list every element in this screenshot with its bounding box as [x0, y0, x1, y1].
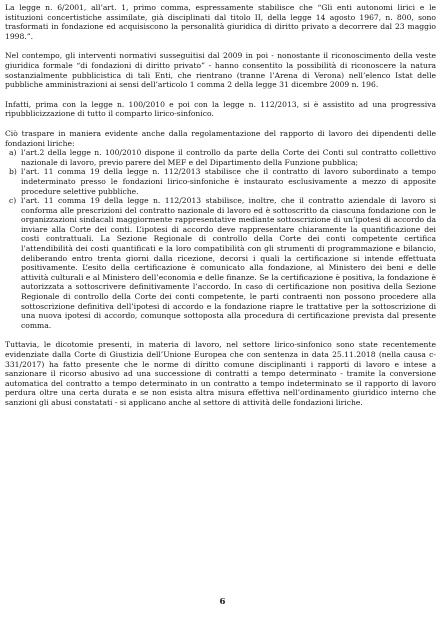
list-intro: Ciò traspare in maniera evidente anche dalla regolamentazione del rapporto di lavoro dei dipendenti delle fondazioni liriche: [5, 128, 436, 148]
paragraph-corte-giustizia: Tuttavia, le dicotomie presenti, in materia di lavoro, nel settore lirico-sinfonico sono state recentemente evidenziate dalla Corte di Giustizia dell’Unione Europea che con sentenza in data 25.11.2018 (nella causa c-331/2017) ha fatto presente che le norme di diritto comune disciplinanti i rapporti di lavoro e intese a sanzionare il ricorso abusivo ad una successione di contratti a tempo determinato - tramite la conversione automatica del contratto a tempo determinato in un contratto a tempo indeterminato se il rapporto di lavoro perdura oltre una certa durata e se non esista altra misura effettiva nell’ordinamento giuridico interno che sanzioni gli abusi constatati - si applicano anche al settore di attività delle fondazioni liriche. [5, 340, 436, 407]
list-item-c [5, 196, 436, 330]
list-item-text: l’art. 11 comma 19 della legge n. 112/2013 stabilisce, inoltre, che il contratto aziendale di lavoro si conforma alle prescrizioni del contratto nazionale di lavoro ed è sottoscritto da ciascuna fondazione con le organizzazioni sindacali maggiormente rappresentative mediante sottoscrizione di un’ipotesi di accordo da inviare alla Corte dei conti. L’ipotesi di accordo deve rappresentare chiaramente la quantificazione dei costi contrattuali. La Sezione Regionale di controllo della Corte dei conti competente certifica l’attendibilità dei costi quantificati e la loro compatibilità con gli strumenti di programmazione e bilancio, deliberando entro trenta giorni dalla ricezione, decorsi i quali la certificazione si intende effettuata positivamente. L’esito della certificazione è comunicato alla fondazione, al Ministero dei beni e delle attività culturali e al Ministero dell’economia e delle finanze. Se la certificazione è positiva, la fondazione è autorizzata a sottoscrivere definitivamente l’accordo. In caso di certificazione non positiva della Sezione Regionale di controllo della Corte dei conti competente, le parti contraenti non possono procedere alla sottoscrizione definitiva dell’ipotesi di accordo e la fondazione riapre le trattative per la sottoscrizione di una nuova ipotesi di accordo, comunque sottoposta alla procedura di certificazione prevista dal presente comma. [21, 196, 436, 330]
list-marker: b) [9, 167, 17, 177]
paragraph-interventi-normativi: Nel contempo, gli interventi normativi susseguitisi dal 2009 in poi - nonostante il riconoscimento della veste giuridica formale “di fondazioni di diritto privato” - hanno consentito la possibilità di riconoscere la natura sostanzialmente pubblicistica di tali Enti, che rientrano (tranne l’Arena di Verona) nell’elenco Istat delle pubbliche amministrazioni ai sensi dell’articolo 1 comma 2 della legge 31 dicembre 2009 n. 196. [5, 51, 436, 90]
list-item-text: l’art.2 della legge n. 100/2010 dispone il controllo da parte della Corte dei Conti sul contratto collettivo nazionale di lavoro, previo parere del MEF e del Dipartimento della Funzione pubblica; [21, 148, 436, 167]
list-marker: a) [9, 148, 17, 158]
paragraph-ripubblicizzazione: Infatti, prima con la legge n. 100/2010 e poi con la legge n. 112/2013, si è assistito ad una progressiva ripubblicizzazione di tutto il comparto lirico-sinfonico. [5, 99, 436, 119]
list-item-a [5, 148, 436, 167]
legal-provisions-list [5, 148, 436, 330]
paragraph-legge-6-2001: La legge n. 6/2001, all’art. 1, primo comma, espressamente stabilisce che “Gli enti autonomi lirici e le istituzioni concertistiche assimilate, già disciplinati dal titolo II, della legge 14 agosto 1967, n. 800, sono trasformati in fondazione ed acquisiscono la personalità giuridica di diritto privato a decorrere dal 23 maggio 1998.”. [5, 3, 436, 41]
page-number: 6 [219, 597, 226, 607]
list-item-text: l’art. 11 comma 19 della legge n. 112/2013 stabilisce che il contratto di lavoro subordinato a tempo indeterminato presso le fondazioni lirico-sinfoniche è instaurato esclusivamente a mezzo di apposite procedure selettive pubbliche. [21, 167, 436, 196]
list-marker: c) [9, 196, 17, 206]
list-item-b [5, 167, 436, 196]
